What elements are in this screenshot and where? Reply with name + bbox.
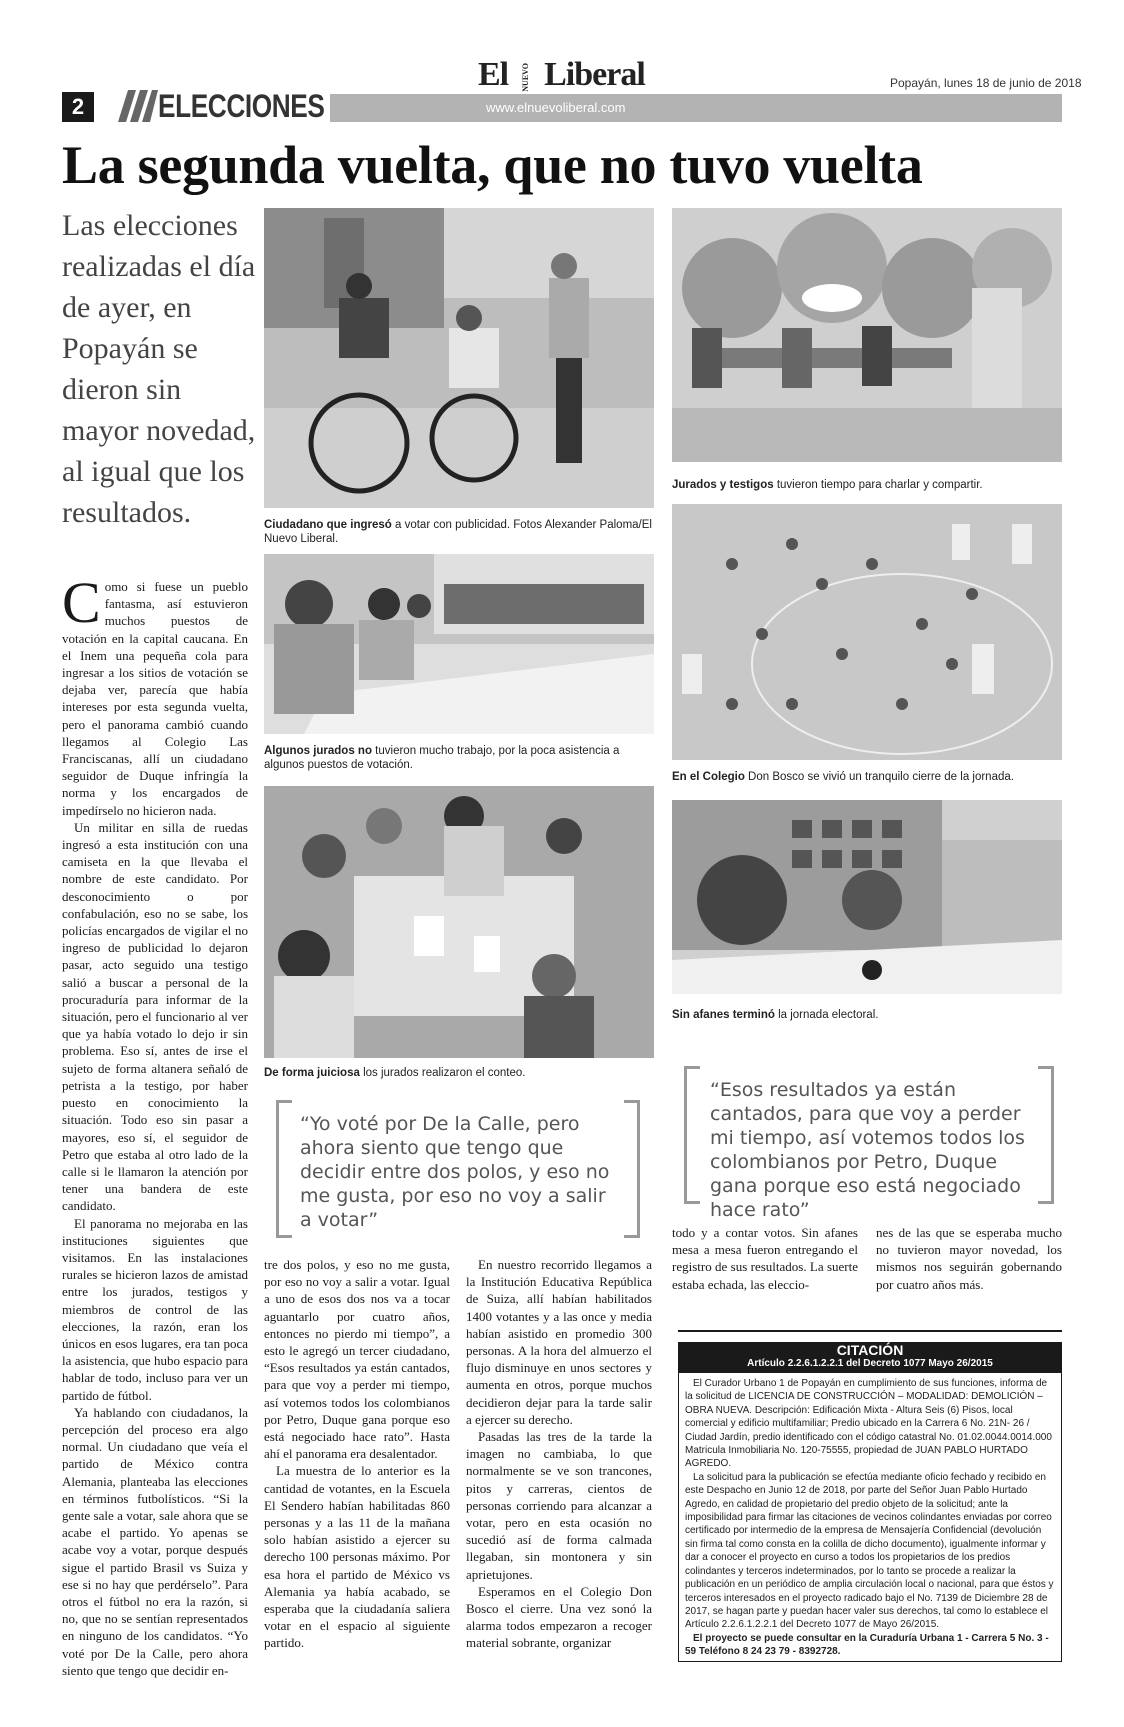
- divider: [678, 1330, 1062, 1332]
- logo-nuevo: NUEVO: [521, 62, 531, 92]
- dropcap: C: [62, 578, 101, 635]
- photo-caption: Sin afanes terminó la jornada electoral.: [672, 1009, 879, 1021]
- issue-date: Popayán, lunes 18 de junio de 2018: [890, 76, 1082, 90]
- article-paragraph: todo y a contar votos. Sin afanes mesa a mesa fueron entregando el registro de sus resultados. La suerte estaba echada, las eleccio-: [672, 1225, 858, 1292]
- quote-bracket-right: [1038, 1066, 1054, 1204]
- article-paragraph: Ya hablando con ciudadanos, la percepción del proceso era algo normal. Un ciudadano que veía el partido de México contra Alemania, planteaba las elecciones en términos futbolísticos. “Si la gente sale a votar, sale ahora que se acabe el partido. Yo apenas se acabe voy a votar, porque después sigue el partido Brasil vs Suiza y ese si no hay que perdérselo”. Para otros el fútbol no era la razón, si no, que no se sentían representados en ninguno de los candidatos. “Yo voté por De la Calle, pero ahora siento que tengo que decidir en-: [62, 1404, 248, 1678]
- citacion-notice: [678, 1372, 1062, 1662]
- photo-caption: Jurados y testigos tuvieron tiempo para charlar y compartir.: [672, 479, 983, 491]
- citacion-paragraph: El Curador Urbano 1 de Popayán en cumplimiento de sus funciones, informa de la solicitud de LICENCIA DE CONSTRUCCIÓN – MODALIDAD: DEMOLICIÓN – OBRA NUEVA. Descripción: Edificación Mixta - Altura Seis (6) Pisos, local comercial y edificio multifamiliar; Predio ubicado en la Carrera 6 No. 21N- 26 / Ciudad Jardín, predio identificado con el código catastral No. 01.02.0044.0014.000 Matricula Inmobiliaria No. 120-75555, propiedad de JUAN PABLO HURTADO AGREDO.: [685, 1378, 1052, 1470]
- citacion-header: [678, 1342, 1062, 1372]
- pull-quote: “Yo voté por De la Calle, pero ahora siento que tengo que decidir entre dos polos, y eso no me gusta, por eso no voy a salir a votar”: [300, 1113, 610, 1231]
- article-paragraph: El panorama no mejoraba en las instituciones siguientes que visitamos. En las instalaciones rurales se hicieron lazos de amistad entre los jurados, testigos y miembros de control de las elecciones, la razón, eran los únicos en esos lugares, era tan poca la asistencia, que hubo espacio para hablar de todo, incluso para ver un partido de fútbol.: [62, 1215, 248, 1403]
- photo-caption: De forma juiciosa los jurados realizaron el conteo.: [264, 1067, 526, 1079]
- photo-caption: Ciudadano que ingresó a votar con publicidad. Fotos Alexander Paloma/El Nuevo Liberal.: [264, 519, 652, 545]
- citacion-paragraph: La solicitud para la publicación se efectúa mediante oficio fechado y recibido en este Despacho en Junio 12 de 2018, por parte del Señor Juan Pablo Hurtado Agredo, en calidad de propietario del predio objeto de la solicitud; ante la imposibilidad para firmar las citaciones de vecinos colindantes enviadas por correo certificado por intermedio de la empresa de Mensajería Confidencial (devolución sin firma tal como consta en la colilla de dicho documento), igualmente informar y dar a conocer el proyecto en curso a todos los propietarios de los predios colindantes y terceros indeterminados, por lo tanto se procede a realizar la publicación en un periódico de amplia circulación local o nacional, para que éstos y terceros interesados en el proyecto radicado bajo el No. 7139 de Diciembre 28 de 2017, se hagan parte y puedan hacer valer sus derechos, tal como lo establece el Artículo 2.2.6.1.2.2.1 del Decreto 1077 de Mayo 26/2015.: [685, 1471, 1054, 1631]
- quote-bracket-right: [624, 1100, 640, 1238]
- article-column-4: [672, 1224, 858, 1293]
- photo-jurors-mural: [672, 208, 1062, 462]
- citacion-title: CITACIÓN: [836, 1342, 904, 1358]
- website-url: www.elnuevoliberal.com: [486, 100, 626, 115]
- quote-bracket-left: [684, 1066, 700, 1204]
- photo-don-bosco-aerial: [672, 504, 1062, 760]
- article-column-5: [876, 1224, 1062, 1293]
- headline: La segunda vuelta, que no tuvo vuelta: [62, 135, 923, 195]
- article-paragraph: Pasadas las tres de la tarde la imagen no cambiaba, lo que normalmente se ve son trancones, pitos y carreras, cientos de personas corriendo para alcanzar a votar, pero en esta ocasión no sucedió así de forma calmada llegaban, sin montonera y sin aprietujones.: [466, 1429, 652, 1582]
- header-bar: [330, 94, 1062, 122]
- logo-el: El: [478, 56, 509, 93]
- citacion-subtitle: Artículo 2.2.6.1.2.2.1 del Decreto 1077 Mayo 26/2015: [747, 1358, 993, 1369]
- article-column-3: [466, 1256, 652, 1706]
- article-paragraph: En nuestro recorrido llegamos a la Institución Educativa República de Suiza, allí habían habilitados 1400 votantes y a las once y media habían asistido en promedio 300 personas. A la hora del almuerzo el flujo disminuye en unos sectores y aumenta en otros, porque muchos decidieron dejar para la tarde salir a ejercer su derecho.: [466, 1257, 652, 1427]
- photo-caption: Algunos jurados no tuvieron mucho trabajo, por la poca asistencia a algunos puestos de votación.: [264, 745, 620, 771]
- article-column-1: [62, 578, 248, 1698]
- article-paragraph: La muestra de lo anterior es la cantidad de votantes, en la Escuela El Sendero habían habilitadas 860 personas y a las 11 de la mañana solo habían asistido a ejercer su derecho 100 personas máximo. Por esa hora el partido de México vs Alemania ya había acabado, se esperaba que la ciudadanía saliera votar en el espacio al siguiente partido.: [264, 1463, 450, 1651]
- photo-vote-counting: [264, 786, 654, 1058]
- section-slash-decoration: [118, 90, 158, 122]
- article-paragraph: tre dos polos, y eso no me gusta, por eso no voy a salir a votar. Igual a uno de esos dos nos va a tocar aguantarlo por cuatro años, entonces no pierdo mi tiempo”, a esto le agregó un tercer ciudadano, “Esos resultados ya están cantados, para que voy a perder mi tiempo, así votemos todos los colombianos por Petro, Duque gana porque eso está negociado hace rato”. Hasta ahí el panorama era desalentador.: [264, 1257, 450, 1462]
- photo-caption: En el Colegio Don Bosco se vivió un tranquilo cierre de la jornada.: [672, 771, 1014, 783]
- quote-bracket-left: [276, 1100, 292, 1238]
- citacion-paragraph: El proyecto se puede consultar en la Curaduría Urbana 1 - Carrera 5 No. 3 - 59 Teléfono 8 24 23 79 - 8392728.: [685, 1632, 1049, 1658]
- lede: Las elecciones realizadas el día de ayer, en Popayán se dieron sin mayor novedad, al igual que los resultados.: [62, 209, 256, 529]
- article-paragraph: Un militar en silla de ruedas ingresó a esta institución con una camiseta en la que llevaba el nombre de este candidato. Por desconocimiento o por confabulación, eso no se sabe, los policías encargados de vigilar el no ingreso de publicidad lo dejaron pasar, acto seguido una testigo salió a buscar a personal de la procuraduría para informar de la situación, pero el funcionario al ver que ya había votado lo dejo ir sin problema. Eso sí, antes de irse el sujeto de forma altanera señaló de petrista a la testigo, por haber puesto en conocimiento la situación. Todo eso sin pasar a mayores, eso sí, el seguidor de Petro que estaba al otro lado de la calle si le llamaron la atención por tener una bandera de este candidato.: [62, 819, 248, 1214]
- photo-street-scene: [672, 800, 1062, 994]
- article-paragraph: nes de las que se esperaba mucho no tuvieron mayor novedad, los mismos nos seguirán gobernando por cuatro años más.: [876, 1225, 1062, 1292]
- photo-wheelchair-voter: [264, 208, 654, 508]
- article-paragraph: Esperamos en el Colegio Don Bosco el cierre. Una vez sonó la alarma todos empezaron a recoger material sobrante, organizar: [466, 1583, 652, 1651]
- page-number: 2: [62, 92, 94, 122]
- pull-quote: “Esos resultados ya están cantados, para que voy a perder mi tiempo, así votemos todos los colombianos por Petro, Duque gana porque eso está negociado hace rato”: [710, 1079, 1025, 1221]
- article-column-2: [264, 1256, 450, 1706]
- section-title: ELECCIONES: [158, 88, 325, 124]
- photo-jurors-table: [264, 554, 654, 734]
- newspaper-logo: [478, 58, 645, 92]
- article-paragraph: Como si fuese un pueblo fantasma, así estuvieron muchos puestos de votación en la capital caucana. En el Inem una pequeña cola para ingresar a los sitios de votación se dejaba ver, parecía que había intereses por esta segunda vuelta, pero el panorama cambió cuando llegamos al Colegio Las Franciscanas, allí un ciudadano seguidor de Duque infringía la norma y los encargados de impedírselo no hicieron nada.: [62, 578, 248, 818]
- logo-liberal: Liberal: [544, 56, 645, 93]
